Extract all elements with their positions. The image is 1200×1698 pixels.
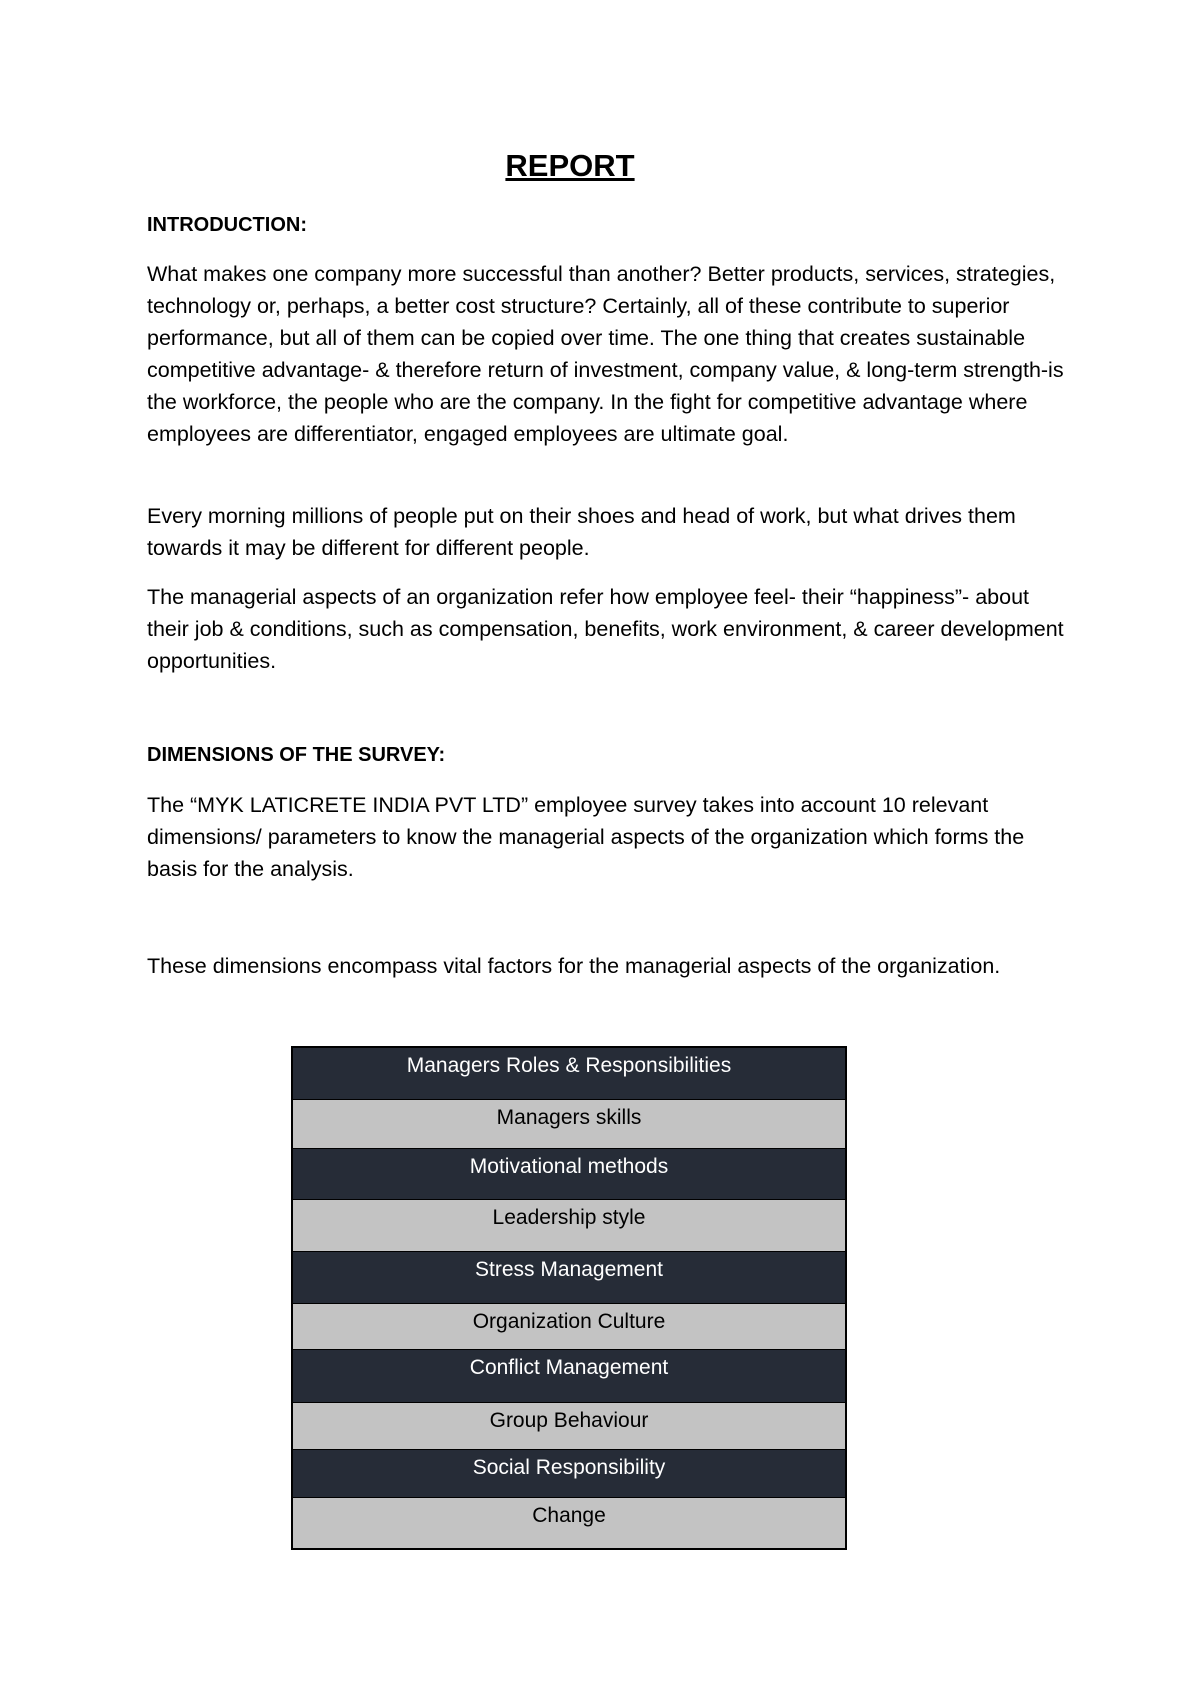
dimension-cell: Stress Management [292,1251,846,1303]
dimension-cell: Change [292,1497,846,1549]
table-row [292,1449,846,1497]
table-row [292,1402,846,1449]
dimension-cell: Social Responsibility [292,1449,846,1497]
dimension-cell: Conflict Management [292,1349,846,1402]
dimensions-paragraph-1: The “MYK LATICRETE INDIA PVT LTD” employee survey takes into account 10 relevant dimensions/ parameters to know the managerial aspects of the organization which forms the basis for the analysis. [147,793,1025,881]
dimensions-table [291,1046,847,1550]
table-row [292,1349,846,1402]
intro-paragraph-2: Every morning millions of people put on their shoes and head of work, but what drives them towards it may be different for different people. [147,504,1016,560]
dimension-cell: Motivational methods [292,1148,846,1199]
dimension-cell: Managers Roles & Responsibilities [292,1047,846,1099]
introduction-heading: INTRODUCTION: [147,214,307,236]
report-title: REPORT [505,148,635,183]
intro-paragraph-1: What makes one company more successful than another? Better products, services, strategies, technology or, perhaps, a better cost structure? Certainly, all of these contribute to superior performance, but all of them can be copied over time. The one thing that creates sustainable competitive advantage- & therefore return of investment, company value, & long-term strength-is the workforce, the people who are the company. In the fight for competitive advantage where employees are differentiator, engaged employees are ultimate goal. [147,262,1064,446]
dimensions-paragraph-2: These dimensions encompass vital factors for the managerial aspects of the organization. [147,954,1001,978]
dimension-cell: Group Behaviour [292,1402,846,1449]
table-row [292,1497,846,1549]
dimension-cell: Organization Culture [292,1303,846,1349]
table-row [292,1099,846,1148]
dimensions-heading: DIMENSIONS OF THE SURVEY: [147,744,446,766]
dimension-cell: Managers skills [292,1099,846,1148]
table-row [292,1303,846,1349]
table-row [292,1199,846,1251]
intro-paragraph-3: The managerial aspects of an organization refer how employee feel- their “happiness”- about their job & conditions, such as compensation, benefits, work environment, & career development opportunities. [147,585,1064,673]
table-row [292,1148,846,1199]
dimension-cell: Leadership style [292,1199,846,1251]
table-row [292,1047,846,1099]
table-row [292,1251,846,1303]
